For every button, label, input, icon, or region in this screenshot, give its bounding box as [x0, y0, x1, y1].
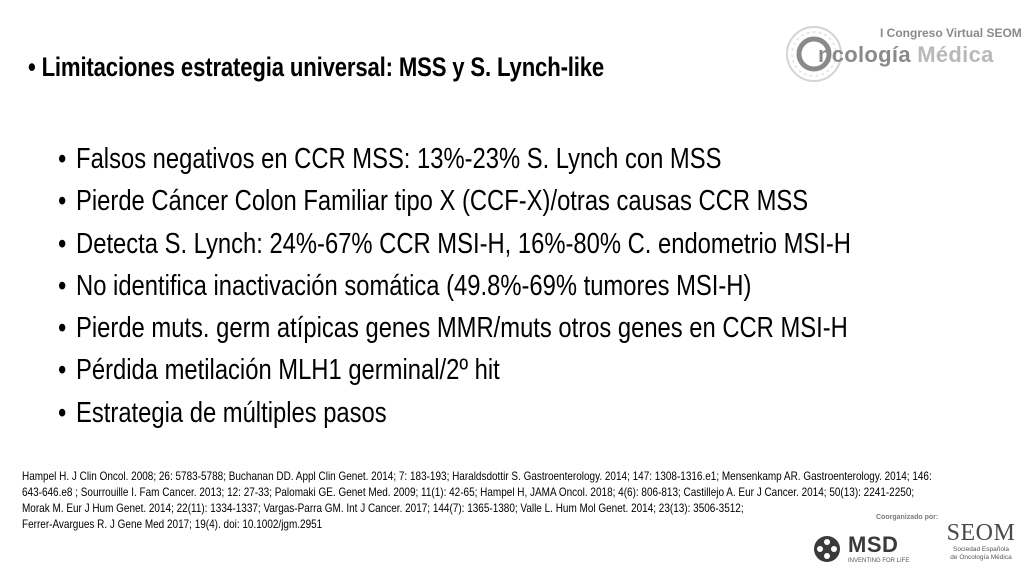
bullet-item	[58, 223, 851, 265]
bullet-text: Pierde Cáncer Colon Familiar tipo X (CCF-X)/otras causas CCR MSS	[76, 185, 809, 218]
bullet-item	[58, 349, 851, 391]
reference-line: Ferrer-Avargues R. J Gene Med 2017; 19(4). doi: 10.1002/jgm.2951	[22, 518, 323, 531]
bullet-dot-icon: •	[58, 354, 67, 387]
bullet-dot-icon: •	[58, 396, 67, 429]
seom-logo	[944, 520, 1018, 572]
bullet-dot-icon: •	[58, 143, 67, 175]
reference-line: Morak M. Eur J Hum Genet. 2014; 22(11): 1334-1337; Vargas-Parra GM. Int J Cancer. 2017; 144(7): 1365-1380; Valle L. Hum Mol Genet. 2014; 23(13): 3506-3512;	[22, 502, 744, 515]
bullet-item	[58, 180, 851, 222]
oncologia-medica-wordmark	[804, 42, 994, 68]
bullet-item	[58, 138, 851, 180]
coorganized-label: Coorganizado por:	[876, 514, 939, 521]
bullet-dot-icon: •	[58, 312, 67, 345]
bullet-item	[58, 265, 851, 307]
seom-subtitle-1: Sociedad Española	[952, 546, 1009, 553]
bullet-text: Falsos negativos en CCR MSS: 13%-23% S. Lynch con MSS	[76, 143, 722, 175]
seom-wordmark: SEOM	[946, 520, 1016, 546]
bullet-text: No identifica inactivación somática (49.8%-69% tumores MSI-H)	[76, 269, 752, 302]
bullet-dot-icon: •	[58, 227, 67, 260]
references	[22, 469, 968, 533]
slide-title: • Limitaciones estrategia universal: MSS y S. Lynch-like	[28, 52, 605, 82]
bullet-text: Detecta S. Lynch: 24%-67% CCR MSI-H, 16%-80% C. endometrio MSI-H	[76, 227, 851, 260]
bullet-text: Pierde muts. germ atípicas genes MMR/muts otros genes en CCR MSI-H	[76, 312, 848, 345]
bullet-item	[58, 307, 851, 349]
reference-line: 643-646.e8 ; Sourrouille I. Fam Cancer. 2013; 12: 27-33; Palomaki GE. Genet Med. 2009; 11(1): 42-65; Hampel H, JAMA Oncol. 2018; 4(6): 806-813; Castillejo A. Eur J Cancer. 2014; 50(13): 2241-2250;	[22, 486, 915, 499]
bullet-dot-icon: •	[58, 185, 67, 218]
bullet-item	[58, 392, 851, 434]
seom-subtitle-2: de Oncología Médica	[950, 553, 1012, 561]
msd-emblem-icon	[812, 534, 842, 564]
bullet-list	[58, 138, 1024, 434]
bullet-dot-icon: •	[58, 269, 67, 302]
logo-name-part2: Médica	[910, 42, 994, 67]
congress-title: I Congreso Virtual SEOM	[880, 26, 1022, 40]
msd-tagline: INVENTING FOR LIFE	[848, 558, 910, 564]
msd-logo	[812, 532, 922, 568]
bullet-text: Estrategia de múltiples pasos	[76, 396, 387, 429]
reference-line: Hampel H. J Clin Oncol. 2008; 26: 5783-5788; Buchanan DD. Appl Clin Genet. 2014; 7: 183-193; Haraldsdottir S. Gastroenterology. 2014; 147: 1308-1316.e1; Mensenkamp AR. Gastroenterology. 2014; 146:	[22, 470, 932, 483]
conference-logo	[782, 18, 1022, 88]
bullet-text: Pérdida metilación MLH1 germinal/2º hit	[76, 354, 500, 387]
logo-name-part1: ncología	[818, 42, 911, 67]
msd-wordmark: MSD	[848, 532, 899, 557]
